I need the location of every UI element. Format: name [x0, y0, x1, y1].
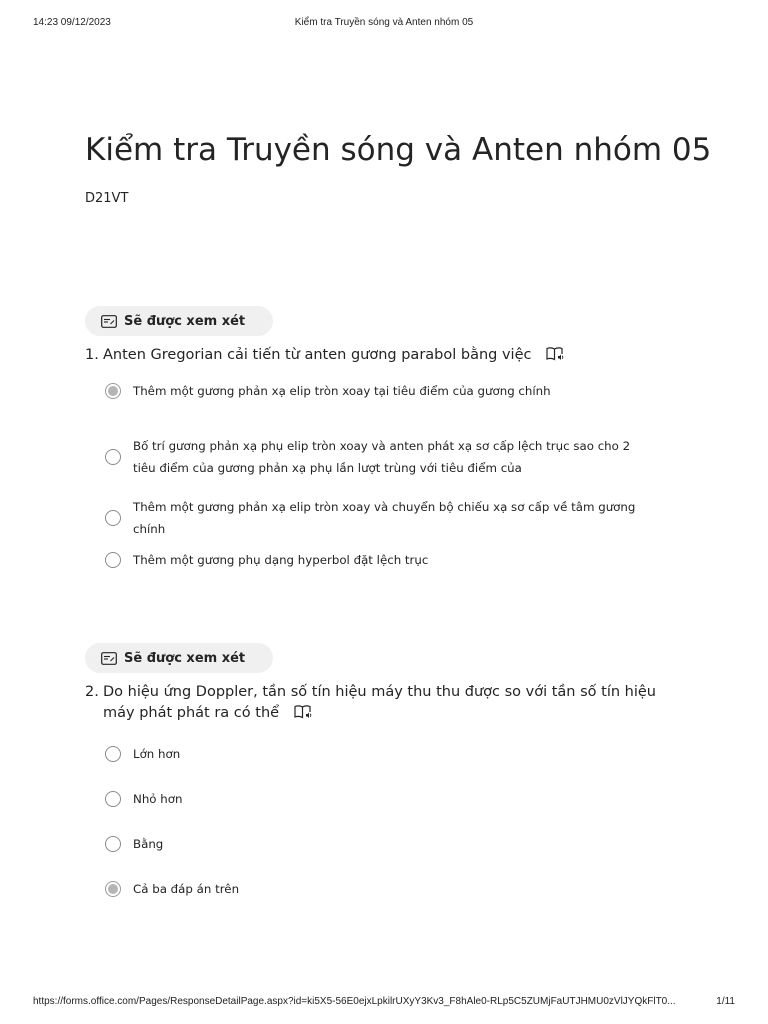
- option-3[interactable]: [105, 496, 645, 540]
- review-card-icon: [101, 315, 117, 328]
- question-text: Do hiệu ứng Doppler, tần số tín hiệu máy thu thu được so với tần số tín hiệu máy phát phát ra có thể: [103, 684, 656, 721]
- print-header: [33, 17, 735, 31]
- review-card-icon: [101, 652, 117, 665]
- print-document-title: Kiểm tra Truyền sóng và Anten nhóm 05: [294, 17, 474, 28]
- option-4[interactable]: [105, 878, 645, 900]
- option-2[interactable]: [105, 435, 645, 479]
- option-1[interactable]: [105, 380, 645, 402]
- immersive-reader-icon[interactable]: [294, 704, 312, 720]
- radio-button[interactable]: [105, 746, 121, 762]
- print-timestamp: 14:23 09/12/2023: [33, 17, 111, 28]
- print-url: https://forms.office.com/Pages/ResponseDetailPage.aspx?id=ki5X5-56E0ejxLpkilrUXyY3Kv3_F8hAle0-RLp5C5ZUMjFaUTJHMU0zVlJYQkFlT0...: [33, 996, 676, 1007]
- radio-selected-dot: [108, 884, 118, 894]
- radio-button[interactable]: [105, 383, 121, 399]
- question-1: [85, 306, 685, 567]
- question-title: [85, 345, 685, 366]
- radio-button[interactable]: [105, 791, 121, 807]
- question-number: 1.: [85, 347, 99, 363]
- review-status-badge: [85, 643, 273, 673]
- option-label: Thêm một gương phụ dạng hyperbol đặt lệch trục: [133, 553, 429, 567]
- radio-button[interactable]: [105, 510, 121, 526]
- radio-button[interactable]: [105, 881, 121, 897]
- option-3[interactable]: [105, 833, 645, 855]
- question-text-wrap: [103, 345, 663, 366]
- review-status-label: Sẽ được xem xét: [124, 313, 246, 329]
- option-label: Lớn hơn: [133, 747, 181, 761]
- option-label: Cả ba đáp án trên: [133, 882, 240, 896]
- radio-button[interactable]: [105, 552, 121, 568]
- print-footer: [33, 996, 735, 1010]
- immersive-reader-icon[interactable]: [546, 346, 564, 362]
- review-status-label: Sẽ được xem xét: [124, 650, 246, 666]
- question-text: Anten Gregorian cải tiến từ anten gương parabol bằng việc: [103, 347, 532, 363]
- option-label: Thêm một gương phản xạ elip tròn xoay tại tiêu điểm của gương chính: [133, 384, 551, 398]
- review-status-badge: [85, 306, 273, 336]
- question-title: [85, 682, 685, 724]
- option-label: Bằng: [133, 837, 164, 851]
- option-2[interactable]: [105, 788, 645, 810]
- radio-button[interactable]: [105, 836, 121, 852]
- question-text-wrap: [103, 682, 663, 724]
- question-number: 2.: [85, 684, 99, 700]
- form-subtitle: D21VT: [85, 191, 129, 206]
- option-label: Thêm một gương phản xạ elip tròn xoay và chuyển bộ chiếu xạ sơ cấp về tâm gương chính: [133, 500, 636, 536]
- option-label: Bố trí gương phản xạ phụ elip tròn xoay và anten phát xạ sơ cấp lệch trục sao cho 2 tiêu điểm của gương phản xạ phụ lần lượt trùng với tiêu điểm của: [133, 439, 631, 475]
- option-1[interactable]: [105, 743, 645, 765]
- radio-button[interactable]: [105, 449, 121, 465]
- option-4[interactable]: [105, 549, 645, 571]
- radio-selected-dot: [108, 386, 118, 396]
- print-page-number: 1/11: [716, 996, 735, 1007]
- option-label: Nhỏ hơn: [133, 792, 183, 806]
- form-title: Kiểm tra Truyền sóng và Anten nhóm 05: [85, 132, 712, 168]
- question-2: [85, 643, 685, 896]
